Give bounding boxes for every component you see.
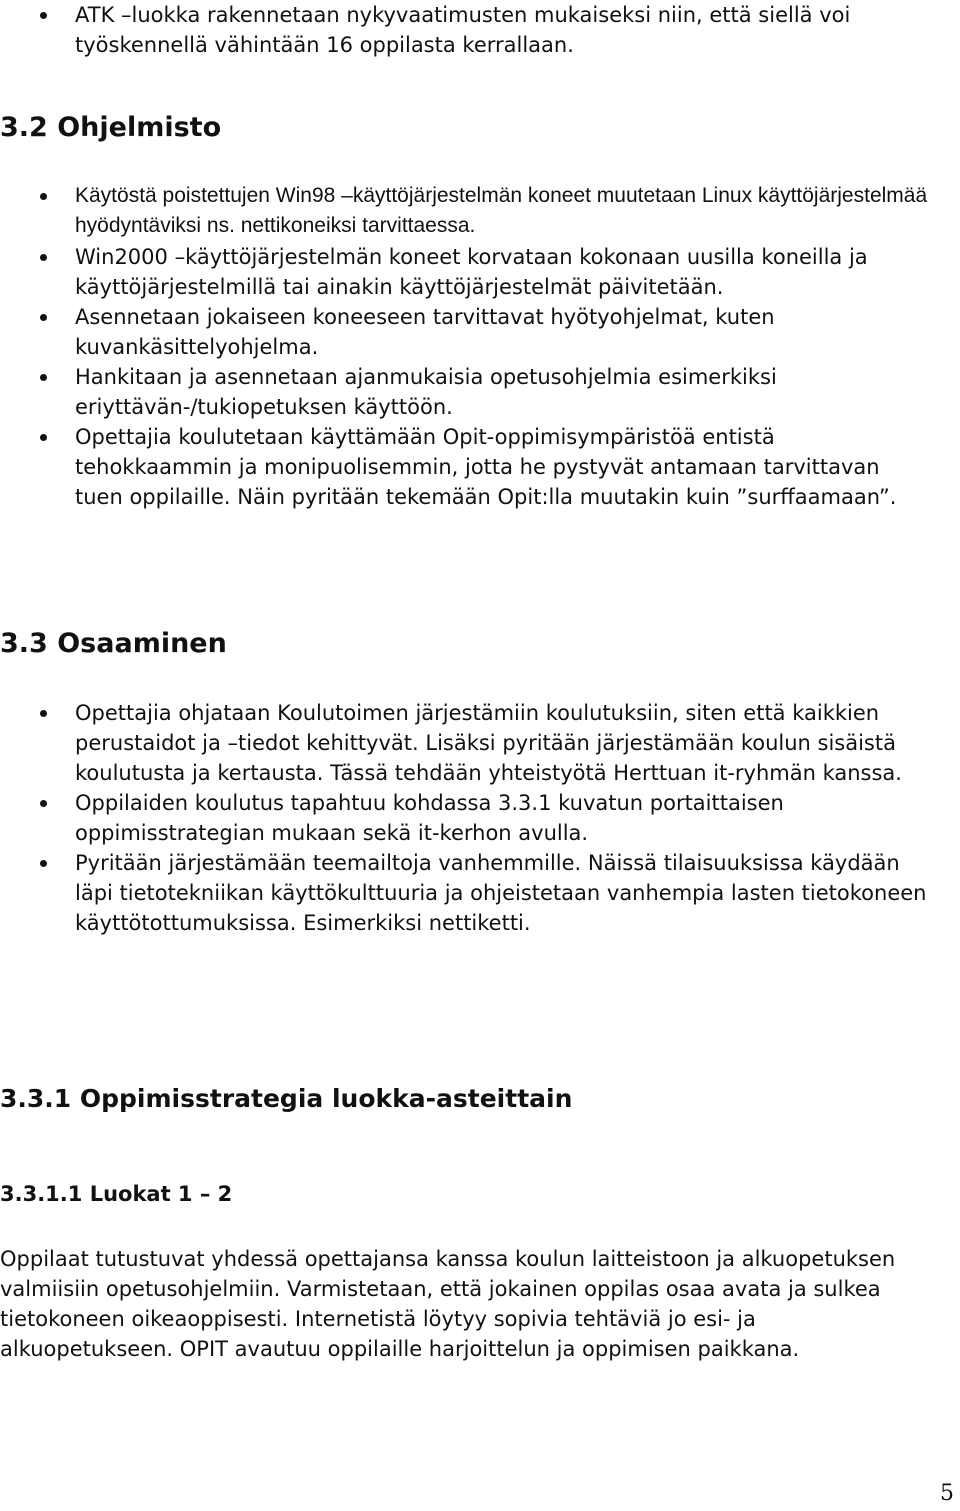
- list-item: [0, 302, 930, 362]
- software-bullet-list: [0, 181, 930, 241]
- list-item-text: Opettajia koulutetaan käyttämään Opit-oppimisympäristöä entistä tehokkaammin ja monipuolisemmin, jotta he pystyvät antamaan tarvittavan tuen oppilaille. Näin pyritään tekemään Opit:lla muutakin kuin ”surffaamaan”.: [75, 425, 897, 509]
- bullet-icon: [40, 12, 47, 19]
- list-item: [0, 242, 930, 302]
- list-item: [0, 698, 930, 788]
- bullet-icon: [40, 193, 47, 200]
- list-item-text: Asennetaan jokaiseen koneeseen tarvittavat hyötyohjelmat, kuten kuvankäsittelyohjelma.: [75, 305, 775, 359]
- bullet-icon: [40, 434, 47, 441]
- list-item: [0, 181, 930, 241]
- list-item: [0, 362, 930, 422]
- bullet-icon: [40, 710, 47, 717]
- bullet-icon: [40, 860, 47, 867]
- list-item: [0, 422, 930, 512]
- bullet-icon: [40, 254, 47, 261]
- list-item-text: Win2000 –käyttöjärjestelmän koneet korvataan kokonaan uusilla koneilla ja käyttöjärjestelmillä tai ainakin käyttöjärjestelmät päivitetään.: [75, 245, 868, 299]
- section-heading-luokat: 3.3.1.1 Luokat 1 – 2: [0, 1182, 233, 1206]
- list-item-text: Käytöstä poistettujen Win98 –käyttöjärjestelmän koneet muutetaan Linux käyttöjärjestelmää hyödyntäviksi ns. nettikoneiksi tarvittaessa.: [75, 184, 928, 237]
- list-item: [0, 788, 930, 848]
- list-item: [0, 0, 930, 60]
- section-heading-osaaminen: 3.3 Osaaminen: [0, 628, 227, 659]
- bullet-icon: [40, 314, 47, 321]
- bullet-icon: [40, 800, 47, 807]
- section-heading-oppimisstrategia: 3.3.1 Oppimisstrategia luokka-asteittain: [0, 1084, 573, 1113]
- list-item-text: Pyritään järjestämään teemailtoja vanhemmille. Näissä tilaisuuksissa käydään läpi tietotekniikan käyttökulttuuria ja ohjeistetaan vanhempia lasten tietokoneen käyttötottumuksissa. Esimerkiksi nettiketti.: [75, 851, 927, 935]
- section-heading-ohjelmisto: 3.2 Ohjelmisto: [0, 112, 222, 143]
- list-item-text: Oppilaiden koulutus tapahtuu kohdassa 3.3.1 kuvatun portaittaisen oppimisstrategian mukaan sekä it-kerhon avulla.: [75, 791, 784, 845]
- list-item-text: Hankitaan ja asennetaan ajanmukaisia opetusohjelmia esimerkiksi eriyttävän-/tukiopetuksen käyttöön.: [75, 365, 777, 419]
- top-bullet-list: [0, 0, 930, 60]
- list-item-text: Opettajia ohjataan Koulutoimen järjestämiin koulutuksiin, siten että kaikkien perustaidot ja –tiedot kehittyvät. Lisäksi pyritään järjestämään koulun sisäistä koulutusta ja kertausta. Tässä tehdään yhteistyötä Herttuan it-ryhmän kanssa.: [75, 701, 902, 785]
- luokat-paragraph: Oppilaat tutustuvat yhdessä opettajansa kanssa koulun laitteistoon ja alkuopetuksen valmiisiin opetusohjelmiin. Varmistetaan, että jokainen oppilas osaa avata ja sulkea tietokoneen oikeaoppisesti. Internetistä löytyy sopivia tehtäviä jo esi- ja alkuopetukseen. OPIT avautuu oppilaille harjoittelun ja oppimisen paikkana.: [0, 1247, 896, 1361]
- page-number: 5: [940, 1481, 954, 1506]
- skills-bullet-list: [0, 698, 930, 938]
- bullet-icon: [40, 374, 47, 381]
- software-bullet-list-2: [0, 242, 930, 512]
- list-item-text: ATK –luokka rakennetaan nykyvaatimusten mukaiseksi niin, että siellä voi työskennellä vähintään 16 oppilasta kerrallaan.: [75, 3, 851, 57]
- list-item: [0, 848, 930, 938]
